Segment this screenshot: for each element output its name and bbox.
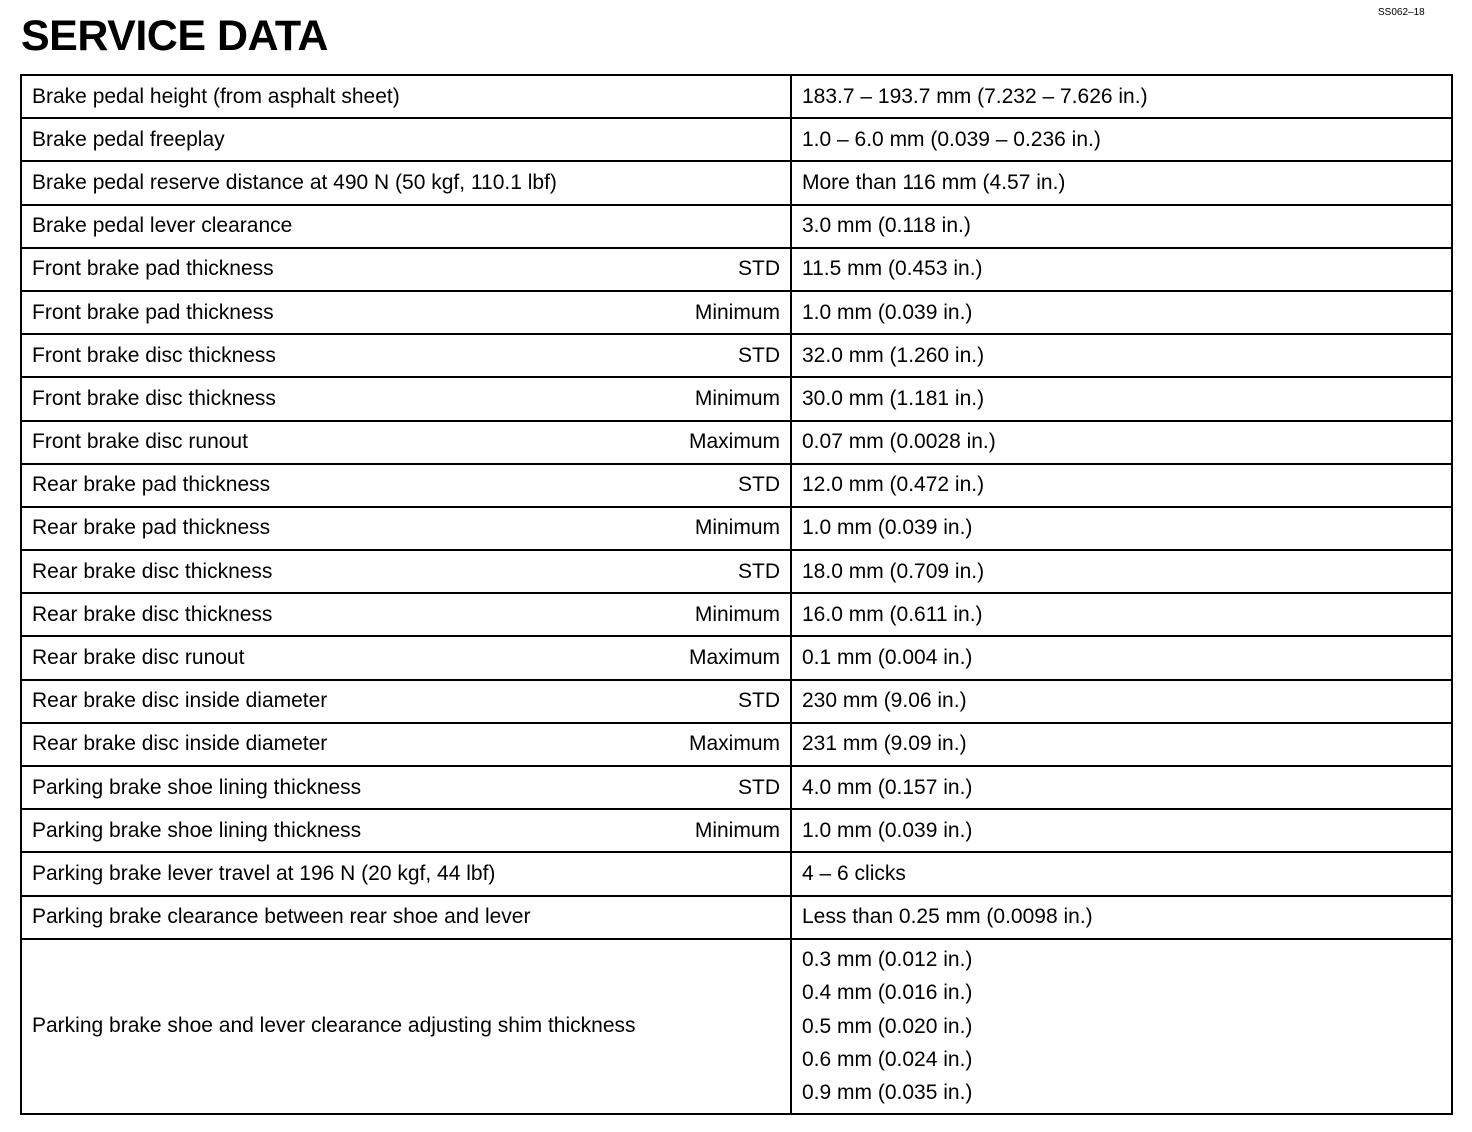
- spec-item-label: Rear brake disc inside diameter: [32, 689, 328, 713]
- shim-value: 0.9 mm (0.035 in.): [802, 1081, 973, 1105]
- spec-value: 230 mm (9.06 in.): [802, 689, 967, 713]
- spec-value: 1.0 mm (0.039 in.): [802, 300, 973, 324]
- spec-qualifier: STD: [738, 559, 780, 583]
- spec-value: 12.0 mm (0.472 in.): [802, 473, 985, 497]
- spec-item-wrapper: [32, 387, 780, 411]
- table-row: [21, 852, 1452, 895]
- spec-qualifier: STD: [738, 473, 780, 497]
- spec-value: 32.0 mm (1.260 in.): [802, 343, 985, 367]
- spec-item-cell: [21, 939, 791, 1114]
- table-row: [21, 75, 1452, 118]
- spec-item-cell: [21, 723, 791, 766]
- spec-item-cell: [21, 291, 791, 334]
- spec-item-label: Parking brake lever travel at 196 N (20 kgf, 44 lbf): [32, 861, 496, 885]
- spec-item-wrapper: [32, 128, 780, 152]
- spec-value-cell: [791, 852, 1452, 895]
- spec-item-cell: [21, 636, 791, 679]
- spec-qualifier: STD: [738, 343, 780, 367]
- spec-item-label: Parking brake shoe lining thickness: [32, 775, 362, 799]
- shim-values-cell: [791, 939, 1452, 1114]
- spec-value-cell: [791, 507, 1452, 550]
- spec-item-wrapper: [32, 862, 780, 886]
- spec-item-label: Rear brake disc thickness: [32, 602, 273, 626]
- spec-value: 231 mm (9.09 in.): [802, 732, 967, 756]
- table-row: [21, 593, 1452, 636]
- spec-value: 4.0 mm (0.157 in.): [802, 775, 973, 799]
- table-row: [21, 248, 1452, 291]
- table-row: [21, 161, 1452, 204]
- spec-item-label: Front brake disc thickness: [32, 343, 276, 367]
- table-row: [21, 680, 1452, 723]
- spec-value-cell: [791, 161, 1452, 204]
- spec-value-cell: [791, 248, 1452, 291]
- spec-value: 16.0 mm (0.611 in.): [802, 602, 983, 626]
- spec-item-label: Brake pedal lever clearance: [32, 214, 293, 238]
- spec-item-cell: [21, 161, 791, 204]
- spec-item-label: Rear brake pad thickness: [32, 516, 271, 540]
- spec-item-label: Brake pedal reserve distance at 490 N (50 kgf, 110.1 lbf): [32, 170, 557, 194]
- spec-item-cell: [21, 507, 791, 550]
- spec-item-cell: [21, 248, 791, 291]
- shim-value: 0.6 mm (0.024 in.): [802, 1047, 973, 1071]
- spec-qualifier: STD: [738, 689, 780, 713]
- spec-item-wrapper: [32, 603, 780, 627]
- table-row: [21, 507, 1452, 550]
- table-row: [21, 550, 1452, 593]
- table-row: [21, 334, 1452, 377]
- table-row-shim: [21, 939, 1452, 1114]
- spec-qualifier: Minimum: [694, 300, 780, 324]
- spec-value: 1.0 – 6.0 mm (0.039 – 0.236 in.): [802, 127, 1101, 151]
- reference-code: SS062–18: [1378, 7, 1425, 18]
- spec-value: 0.1 mm (0.004 in.): [802, 646, 973, 670]
- spec-item-wrapper: [32, 171, 780, 195]
- spec-value-cell: [791, 421, 1452, 464]
- service-data-table-body: [21, 75, 1452, 1114]
- spec-item-wrapper: [32, 776, 780, 800]
- spec-item-cell: [21, 205, 791, 248]
- spec-value-cell: [791, 550, 1452, 593]
- spec-value-cell: [791, 766, 1452, 809]
- spec-qualifier: STD: [738, 257, 780, 281]
- spec-item-wrapper: [32, 473, 780, 497]
- spec-item-wrapper: [32, 516, 780, 540]
- spec-item-wrapper: [32, 732, 780, 756]
- spec-item-cell: [21, 334, 791, 377]
- page-title: SERVICE DATA: [21, 12, 328, 60]
- spec-item-cell: [21, 421, 791, 464]
- spec-value: 11.5 mm (0.453 in.): [802, 257, 983, 281]
- shim-value: 0.5 mm (0.020 in.): [802, 1014, 973, 1038]
- table-row: [21, 421, 1452, 464]
- table-row: [21, 896, 1452, 939]
- table-row: [21, 377, 1452, 420]
- spec-item-label: Front brake pad thickness: [32, 300, 274, 324]
- table-row: [21, 205, 1452, 248]
- table-row: [21, 291, 1452, 334]
- spec-item-cell: [21, 550, 791, 593]
- spec-value-cell: [791, 809, 1452, 852]
- spec-value-cell: [791, 636, 1452, 679]
- spec-value: 183.7 – 193.7 mm (7.232 – 7.626 in.): [802, 84, 1148, 108]
- spec-value: 18.0 mm (0.709 in.): [802, 559, 985, 583]
- spec-value-cell: [791, 723, 1452, 766]
- spec-value-cell: [791, 118, 1452, 161]
- spec-item-label: Rear brake pad thickness: [32, 473, 271, 497]
- spec-item-label: Rear brake disc inside diameter: [32, 732, 328, 756]
- table-row: [21, 464, 1452, 507]
- table-row: [21, 723, 1452, 766]
- spec-value-cell: [791, 680, 1452, 723]
- spec-item-label: Front brake pad thickness: [32, 257, 274, 281]
- spec-item-cell: [21, 464, 791, 507]
- spec-item-cell: [21, 680, 791, 723]
- spec-item-cell: [21, 75, 791, 118]
- spec-value-cell: [791, 334, 1452, 377]
- spec-item-wrapper: [32, 905, 780, 929]
- spec-item-wrapper: [32, 257, 780, 281]
- spec-value-cell: [791, 377, 1452, 420]
- spec-item-wrapper: [32, 819, 780, 843]
- spec-item-wrapper: [32, 560, 780, 584]
- spec-item-cell: [21, 118, 791, 161]
- spec-qualifier: Minimum: [694, 386, 780, 410]
- spec-item-label: Rear brake disc thickness: [32, 559, 273, 583]
- spec-value-cell: [791, 75, 1452, 118]
- spec-item-wrapper: [32, 85, 780, 109]
- spec-item-cell: [21, 377, 791, 420]
- spec-qualifier: STD: [738, 775, 780, 799]
- spec-item-wrapper: [32, 689, 780, 713]
- spec-item-label: Parking brake shoe lining thickness: [32, 818, 362, 842]
- table-row: [21, 809, 1452, 852]
- table-row: [21, 766, 1452, 809]
- spec-qualifier: Minimum: [694, 516, 780, 540]
- spec-item-wrapper: [32, 430, 780, 454]
- spec-value: 4 – 6 clicks: [802, 861, 906, 885]
- spec-value: 3.0 mm (0.118 in.): [802, 214, 971, 238]
- spec-item-label: Front brake disc runout: [32, 430, 248, 454]
- shim-value: 0.4 mm (0.016 in.): [802, 981, 973, 1005]
- spec-item-cell: [21, 852, 791, 895]
- shim-value: 0.3 mm (0.012 in.): [802, 947, 973, 971]
- spec-qualifier: Minimum: [694, 818, 780, 842]
- spec-value: 30.0 mm (1.181 in.): [802, 386, 985, 410]
- spec-qualifier: Minimum: [694, 602, 780, 626]
- spec-item-cell: [21, 809, 791, 852]
- spec-qualifier: Maximum: [688, 646, 780, 670]
- spec-item-wrapper: [32, 646, 780, 670]
- spec-item-cell: [21, 766, 791, 809]
- spec-item-label: Parking brake clearance between rear shoe and lever: [32, 905, 531, 929]
- spec-value: Less than 0.25 mm (0.0098 in.): [802, 905, 1093, 929]
- service-data-table: [20, 74, 1453, 1115]
- spec-value: 1.0 mm (0.039 in.): [802, 516, 973, 540]
- spec-item-wrapper: [32, 214, 780, 238]
- spec-item-label: Brake pedal height (from asphalt sheet): [32, 84, 400, 108]
- spec-value-cell: [791, 593, 1452, 636]
- spec-item-label: Brake pedal freeplay: [32, 127, 225, 151]
- spec-item-cell: [21, 593, 791, 636]
- spec-value: More than 116 mm (4.57 in.): [802, 170, 1066, 194]
- table-row: [21, 636, 1452, 679]
- spec-item-cell: [21, 896, 791, 939]
- spec-item-wrapper: [32, 301, 780, 325]
- spec-value-cell: [791, 205, 1452, 248]
- spec-qualifier: Maximum: [688, 732, 780, 756]
- spec-value: 0.07 mm (0.0028 in.): [802, 430, 996, 454]
- spec-item-wrapper: [32, 344, 780, 368]
- spec-value-cell: [791, 896, 1452, 939]
- table-row: [21, 118, 1452, 161]
- spec-item-label: Rear brake disc runout: [32, 646, 245, 670]
- shim-item-label: Parking brake shoe and lever clearance adjusting shim thickness: [32, 1014, 636, 1038]
- spec-item-label: Front brake disc thickness: [32, 386, 276, 410]
- spec-value-cell: [791, 291, 1452, 334]
- spec-value-cell: [791, 464, 1452, 507]
- spec-qualifier: Maximum: [688, 430, 780, 454]
- spec-value: 1.0 mm (0.039 in.): [802, 818, 973, 842]
